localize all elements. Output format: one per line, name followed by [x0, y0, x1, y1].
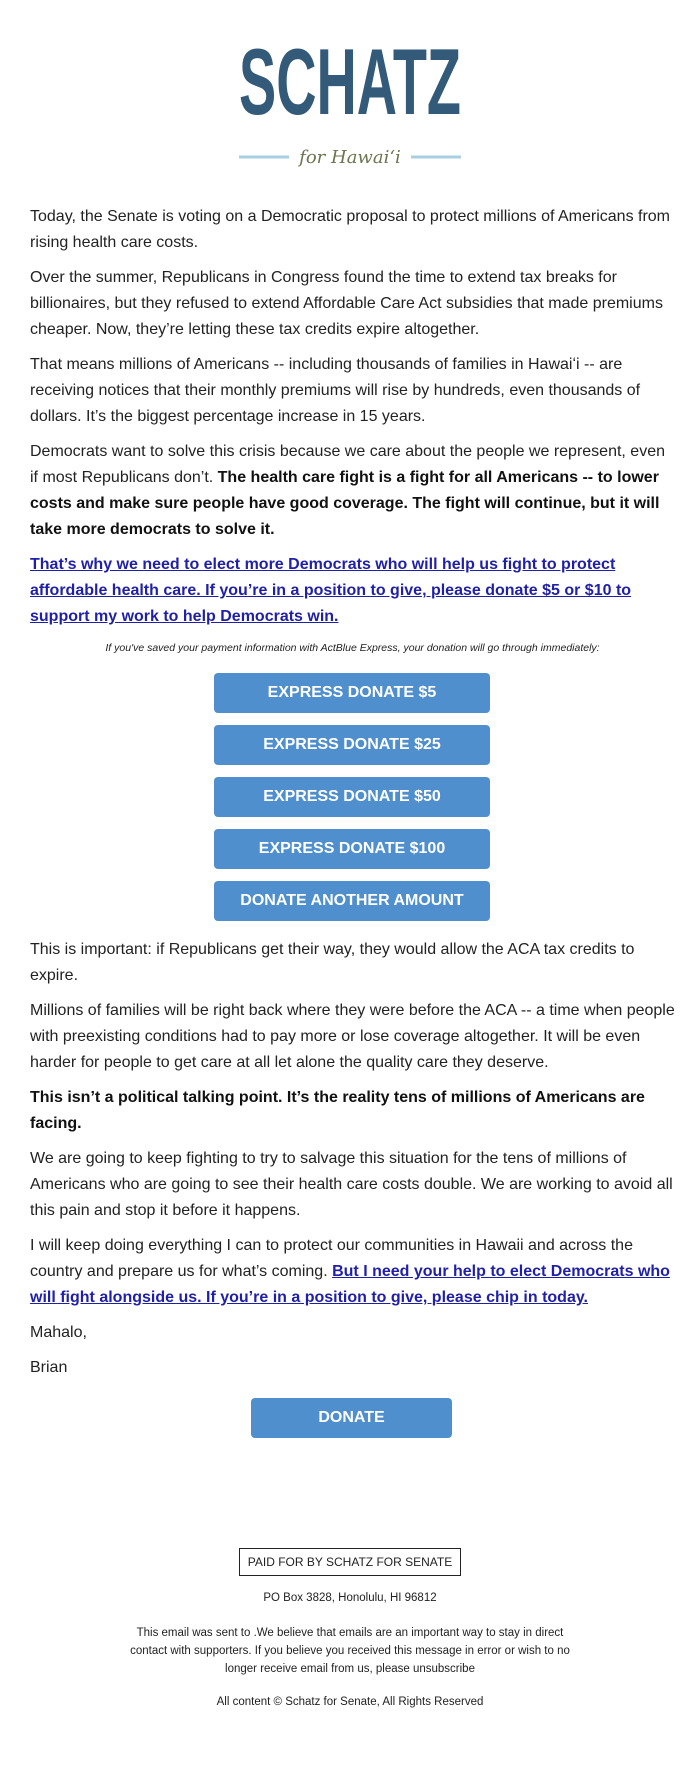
paid-for-disclaimer: PAID FOR BY SCHATZ FOR SENATE — [239, 1548, 461, 1576]
donate-another-amount-button[interactable]: DONATE ANOTHER AMOUNT — [214, 881, 490, 921]
legal-text: This email was sent to .We believe that emails are an important way to stay in direct contact with supporters. If you believe you received this message in error or wish to no longer receive email from us, please unsubscribe — [130, 1627, 570, 1675]
logo-name: SCHATZ — [239, 28, 461, 135]
paragraph: That means millions of Americans -- including thousands of families in Hawaiʻi -- are receiving notices that their monthly premiums will rise by hundreds, even thousands of dollars. It’s the biggest percentage increase in 15 years. — [30, 356, 641, 425]
signature: Brian — [30, 1359, 68, 1376]
schatz-for-hawaii-logo — [237, 10, 463, 170]
paragraph — [30, 1085, 675, 1137]
paragraph: Today, the Senate is voting on a Democratic proposal to protect millions of Americans from rising health care costs. — [30, 208, 671, 251]
express-donate-25-button[interactable]: EXPRESS DONATE $25 — [214, 725, 490, 765]
donate-buttons — [30, 673, 675, 921]
chip-in-link[interactable]: But I need your help to elect Democrats who will fight alongside us. If you’re in a position to give, please chip in today. — [30, 1263, 670, 1306]
paragraph: Over the summer, Republicans in Congress found the time to extend tax breaks for billionaires, but they refused to extend Affordable Care Act subsidies that made premiums cheaper. Now, they’re letting these tax credits expire altogether. — [30, 269, 663, 338]
bold-text: The health care fight is a fight for all Americans -- to lower costs and make sure people have good coverage. The fight will continue, but it will take more democrats to solve it. — [30, 469, 660, 538]
paragraph — [30, 552, 675, 630]
paragraph: Millions of families will be right back where they were before the ACA -- a time when people with preexisting conditions had to pay more or lose coverage altogether. It will be even harder for people to get care at all let alone the quality care they deserve. — [30, 1002, 675, 1071]
logo-tagline: for Hawaiʻi — [299, 147, 401, 168]
paragraph-text: Democrats want to solve this crisis because we care about the people we represent, even if most Republicans don’t. — [30, 443, 665, 486]
bold-text: This isn’t a political talking point. It’s the reality tens of millions of Americans are facing. — [30, 1089, 645, 1132]
donate-link[interactable]: That’s why we need to elect more Democrats who will help us fight to protect affordable health care. If you’re in a position to give, please donate $5 or $10 to support my work to help Democrats win. — [30, 556, 632, 625]
signoff: Mahalo, — [30, 1324, 87, 1341]
express-donate-5-button[interactable]: EXPRESS DONATE $5 — [214, 673, 490, 713]
mailing-address: PO Box 3828, Honolulu, HI 96812 — [263, 1592, 437, 1604]
donate-button[interactable]: DONATE — [251, 1398, 452, 1438]
copyright: All content © Schatz for Senate, All Rights Reserved — [216, 1696, 484, 1708]
express-donate-50-button[interactable]: EXPRESS DONATE $50 — [214, 777, 490, 817]
paragraph: This is important: if Republicans get their way, they would allow the ACA tax credits to expire. — [30, 941, 635, 984]
paragraph: We are going to keep fighting to try to salvage this situation for the tens of millions of Americans who are going to see their health care costs double. We are working to avoid all this pain and stop it before it happens. — [30, 1150, 673, 1219]
email-body — [30, 0, 675, 1438]
express-donate-100-button[interactable]: EXPRESS DONATE $100 — [214, 829, 490, 869]
express-note: If you've saved your payment information with ActBlue Express, your donation will go through immediately: — [105, 642, 600, 654]
footer — [0, 1548, 700, 1728]
paragraph — [30, 1233, 675, 1311]
paragraph — [30, 439, 675, 543]
paragraph-text: I will keep doing everything I can to protect our communities in Hawaii and across the country and prepare us for what’s coming. — [30, 1237, 633, 1280]
